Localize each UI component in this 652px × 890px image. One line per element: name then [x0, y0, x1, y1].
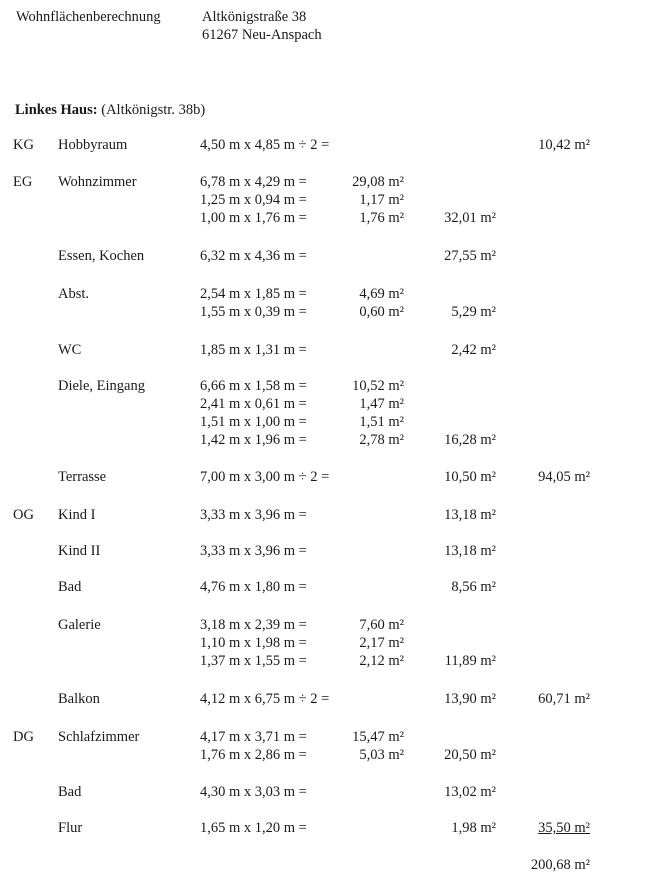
room-total: 1,98 m²	[451, 820, 496, 836]
partial-area: 2,17 m²	[359, 635, 404, 651]
partial-area: 10,52 m²	[352, 378, 404, 394]
room-name: Hobbyraum	[58, 137, 128, 153]
room-total: 11,89 m²	[444, 653, 496, 669]
section-heading	[15, 101, 205, 119]
calc-line: 1,37 m x 1,55 m =	[200, 653, 307, 669]
room-total: 5,29 m²	[451, 304, 496, 320]
address-street: Altkönigstraße 38	[202, 9, 307, 25]
room-total: 2,42 m²	[451, 342, 496, 358]
calc-line: 3,33 m x 3,96 m =	[200, 543, 307, 559]
room-total: 13,18 m²	[444, 507, 496, 523]
partial-area: 0,60 m²	[359, 304, 404, 320]
floor-total: 94,05 m²	[538, 469, 590, 485]
calc-line: 2,54 m x 1,85 m =	[200, 286, 307, 302]
room-name: Bad	[58, 579, 82, 595]
calc-line: 1,65 m x 1,20 m =	[200, 820, 307, 836]
calc-line: 4,30 m x 3,03 m =	[200, 784, 307, 800]
room-name: Kind II	[58, 543, 101, 559]
calc-line: 4,76 m x 1,80 m =	[200, 579, 307, 595]
grand-total: 200,68 m²	[530, 857, 590, 873]
room-total: 13,18 m²	[444, 543, 496, 559]
document-title: Wohnflächenberechnung	[16, 9, 161, 25]
partial-area: 15,47 m²	[352, 729, 404, 745]
floor-label: EG	[13, 174, 33, 190]
room-name: Diele, Eingang	[58, 378, 145, 394]
floor-label: OG	[13, 507, 34, 523]
calc-line: 1,25 m x 0,94 m =	[200, 192, 307, 208]
partial-area: 1,76 m²	[359, 210, 404, 226]
calc-line: 4,50 m x 4,85 m ÷ 2 =	[200, 137, 330, 153]
partial-area: 5,03 m²	[359, 747, 404, 763]
partial-area: 4,69 m²	[359, 286, 404, 302]
section-label: Linkes Haus:	[15, 102, 98, 118]
floor-total: 35,50 m²	[538, 820, 590, 836]
calc-line: 1,00 m x 1,76 m =	[200, 210, 307, 226]
calc-line: 4,17 m x 3,71 m =	[200, 729, 307, 745]
room-name: Galerie	[58, 617, 101, 633]
calc-line: 1,51 m x 1,00 m =	[200, 414, 307, 430]
partial-area: 7,60 m²	[359, 617, 404, 633]
room-total: 32,01 m²	[444, 210, 496, 226]
room-total: 8,56 m²	[451, 579, 496, 595]
room-name: Flur	[58, 820, 83, 836]
calc-line: 1,85 m x 1,31 m =	[200, 342, 307, 358]
calc-line: 3,33 m x 3,96 m =	[200, 507, 307, 523]
calc-line: 2,41 m x 0,61 m =	[200, 396, 307, 412]
floor-label: KG	[13, 137, 34, 153]
calc-line: 6,32 m x 4,36 m =	[200, 248, 307, 264]
partial-area: 1,47 m²	[359, 396, 404, 412]
floor-label: DG	[13, 729, 34, 745]
room-total: 27,55 m²	[444, 248, 496, 264]
calc-line: 1,42 m x 1,96 m =	[200, 432, 307, 448]
partial-area: 2,12 m²	[359, 653, 404, 669]
calc-line: 6,66 m x 1,58 m =	[200, 378, 307, 394]
calc-line: 4,12 m x 6,75 m ÷ 2 =	[200, 691, 330, 707]
calc-line: 1,76 m x 2,86 m =	[200, 747, 307, 763]
room-total: 13,02 m²	[444, 784, 496, 800]
section-suffix: (Altkönigstr. 38b)	[101, 102, 206, 118]
partial-area: 29,08 m²	[352, 174, 404, 190]
room-name: Bad	[58, 784, 82, 800]
floor-total: 10,42 m²	[538, 137, 590, 153]
room-name: Kind I	[58, 507, 96, 523]
room-name: Balkon	[58, 691, 100, 707]
room-name: Abst.	[58, 286, 90, 302]
room-total: 10,50 m²	[444, 469, 496, 485]
calc-line: 6,78 m x 4,29 m =	[200, 174, 307, 190]
floor-total: 60,71 m²	[538, 691, 590, 707]
calc-line: 7,00 m x 3,00 m ÷ 2 =	[200, 469, 330, 485]
calc-line: 3,18 m x 2,39 m =	[200, 617, 307, 633]
room-total: 20,50 m²	[444, 747, 496, 763]
room-name: Essen, Kochen	[58, 248, 145, 264]
partial-area: 2,78 m²	[359, 432, 404, 448]
address-city: 61267 Neu-Anspach	[202, 27, 322, 43]
room-name: Wohnzimmer	[58, 174, 137, 190]
room-name: Terrasse	[58, 469, 107, 485]
room-total: 13,90 m²	[444, 691, 496, 707]
partial-area: 1,51 m²	[359, 414, 404, 430]
calc-line: 1,55 m x 0,39 m =	[200, 304, 307, 320]
room-total: 16,28 m²	[444, 432, 496, 448]
room-name: Schlafzimmer	[58, 729, 140, 745]
room-name: WC	[58, 342, 82, 358]
calc-line: 1,10 m x 1,98 m =	[200, 635, 307, 651]
partial-area: 1,17 m²	[359, 192, 404, 208]
